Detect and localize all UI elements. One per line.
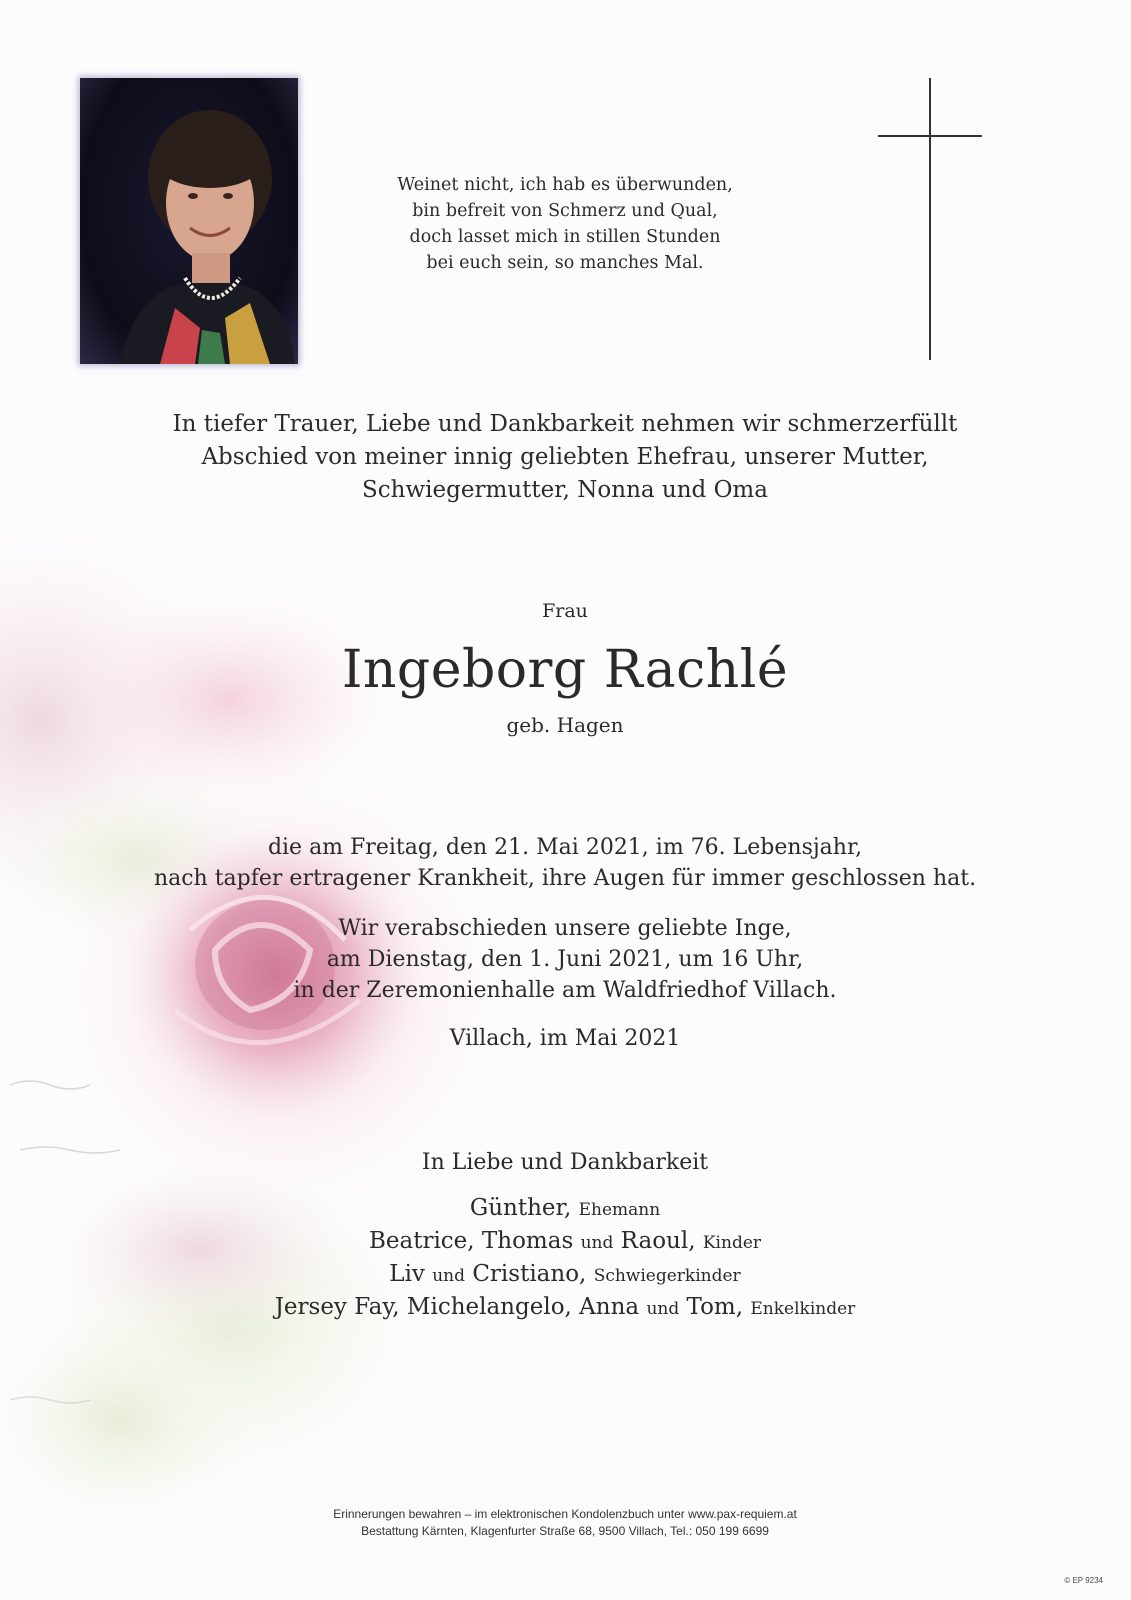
- family-role: Kinder: [702, 1233, 762, 1253]
- family-role: Ehemann: [578, 1200, 661, 1220]
- footer-line-condolence: Erinnerungen bewahren – im elektronischen Kondolenzbuch unter www.pax-requiem.at: [333, 1507, 797, 1521]
- family-list: [160, 1193, 970, 1325]
- family-conjunction: und: [646, 1299, 680, 1319]
- death-line: die am Freitag, den 21. Mai 2021, im 76. Lebensjahr,: [267, 835, 863, 860]
- family-row-grandchildren: [160, 1292, 970, 1325]
- poem-line: bei euch sein, so manches Mal.: [426, 253, 704, 273]
- intro-line: Abschied von meiner innig geliebten Ehefrau, unserer Mutter,: [201, 444, 929, 470]
- cross-vertical-bar: [929, 78, 931, 360]
- poem-line: Weinet nicht, ich hab es überwunden,: [397, 175, 733, 195]
- portrait-photo: [80, 78, 298, 364]
- family-name: Thomas: [481, 1228, 574, 1254]
- family-conjunction: und: [432, 1266, 466, 1286]
- family-row-children: [160, 1226, 970, 1259]
- family-row-spouse: [160, 1193, 970, 1226]
- cross-horizontal-bar: [878, 135, 982, 137]
- ceremony-line: in der Zeremonienhalle am Waldfriedhof Villach.: [293, 978, 837, 1003]
- thanks-heading: In Liebe und Dankbarkeit: [421, 1150, 709, 1175]
- family-name: Günther,: [469, 1195, 572, 1221]
- document-code: © EP 9234: [1064, 1576, 1103, 1585]
- death-line: nach tapfer ertragener Krankheit, ihre Augen für immer geschlossen hat.: [153, 866, 977, 891]
- family-name: Michelangelo,: [406, 1294, 572, 1320]
- place-date: [150, 1023, 980, 1054]
- family-name: Raoul,: [620, 1228, 696, 1254]
- intro-line: Schwiegermutter, Nonna und Oma: [362, 477, 768, 503]
- family-name: Tom,: [686, 1294, 744, 1320]
- intro-line: In tiefer Trauer, Liebe und Dankbarkeit nehmen wir schmerzerfüllt: [172, 411, 958, 437]
- deceased-name: Ingeborg Rachlé: [341, 640, 789, 700]
- poem: [330, 172, 800, 276]
- salutation: Frau: [542, 600, 588, 622]
- place-date-text: Villach, im Mai 2021: [449, 1026, 681, 1051]
- family-name: Liv: [389, 1261, 425, 1287]
- family-name: Anna: [579, 1294, 640, 1320]
- poem-line: bin befreit von Schmerz und Qual,: [412, 201, 718, 221]
- ceremony-line: am Dienstag, den 1. Juni 2021, um 16 Uhr,: [326, 947, 804, 972]
- poem-line: doch lasset mich in stillen Stunden: [409, 227, 721, 247]
- family-role: Schwiegerkinder: [593, 1266, 741, 1286]
- portrait-figure: [80, 78, 298, 364]
- intro-text: [150, 408, 980, 507]
- ceremony-line: Wir verabschieden unsere geliebte Inge,: [338, 916, 792, 941]
- family-role: Enkelkinder: [750, 1299, 856, 1319]
- family-name: Beatrice,: [368, 1228, 475, 1254]
- death-notice: [150, 832, 980, 894]
- footer: [260, 1506, 870, 1540]
- footer-line-undertaker: Bestattung Kärnten, Klagenfurter Straße 68, 9500 Villach, Tel.: 050 199 6699: [361, 1524, 769, 1538]
- family-name: Cristiano,: [472, 1261, 587, 1287]
- ceremony-notice: [150, 913, 980, 1006]
- family-name: Jersey Fay,: [274, 1294, 400, 1320]
- family-row-in-laws: [160, 1259, 970, 1292]
- birth-name: geb. Hagen: [506, 713, 624, 737]
- family-conjunction: und: [580, 1233, 614, 1253]
